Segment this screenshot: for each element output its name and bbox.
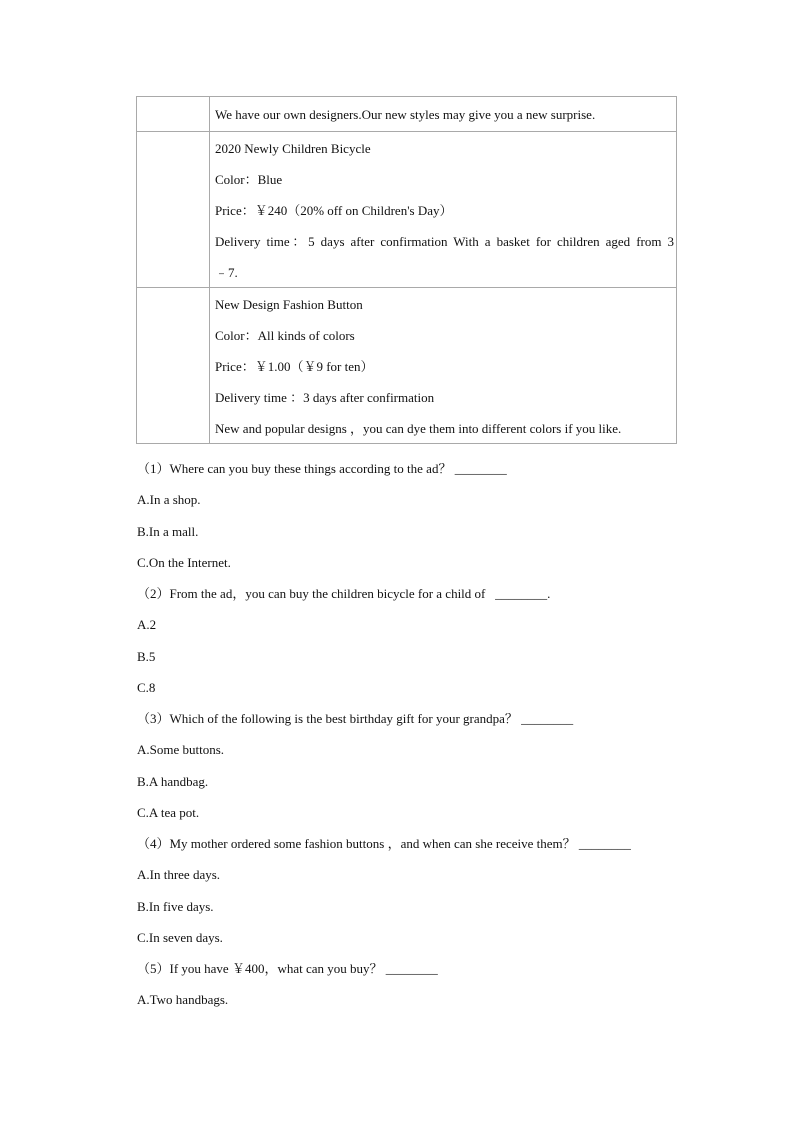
ad-image-cell [137,97,210,132]
ad-text-cell [210,132,677,288]
answer-option[interactable]: B.A handbag. [137,773,209,789]
question-stem: （3）Which of the following is the best birthday gift for your grandpa？ ________ [137,711,574,726]
bicycle-price: Price：￥240（20% off on Children's Day） [215,203,453,218]
answer-blank[interactable]: ________ [521,711,574,726]
answer-option[interactable]: A.Some buttons. [137,742,225,758]
ad-text-cell [210,288,677,444]
questions-list [137,455,697,1018]
question-stem: （4）My mother ordered some fashion buttons ，and when can she receive them？ ________ [137,836,631,851]
ad-image-cell [137,132,210,288]
ad-text-cell [210,97,677,132]
answer-blank[interactable]: ________. [495,586,551,601]
bicycle-delivery: Delivery time：5 days after confirmation With a basket for children aged from 3 [215,234,674,249]
button-delivery: Delivery time ：3 days after confirmation [215,390,435,405]
question-stem: （1）Where can you buy these things according to the ad？ ________ [137,461,507,476]
button-color: Color：All kinds of colors [215,328,355,343]
bicycle-color: Color：Blue [215,172,283,187]
button-note: New and popular designs ，you can dye them into different colors if you like. [215,421,622,436]
answer-option[interactable]: A.In a shop. [137,492,201,508]
answer-option[interactable]: C.A tea pot. [137,804,200,820]
question-stem: （5）If you have ￥400，what can you buy？ ________ [137,961,438,976]
ad-row-designers [137,97,677,132]
answer-blank[interactable]: ________ [385,961,438,976]
answer-option[interactable]: B.In a mall. [137,523,199,539]
question-stem: （2）From the ad，you can buy the children bicycle for a child of ________. [137,586,551,601]
bicycle-delivery-cont: ﹣7. [215,265,238,280]
answer-option[interactable]: A.Two handbags. [137,992,229,1008]
ad-image-cell [137,288,210,444]
answer-option[interactable]: C.On the Internet. [137,554,231,570]
answer-option[interactable]: A.2 [137,617,157,633]
button-title: New Design Fashion Button [215,297,363,312]
ad-row-bicycle [137,132,677,288]
button-price: Price：￥1.00（￥9 for ten） [215,359,374,374]
ad-row-button [137,288,677,444]
ad-designers-text: We have our own designers.Our new styles may give you a new surprise. [215,107,596,122]
answer-blank[interactable]: ________ [454,461,507,476]
answer-option[interactable]: C.8 [137,679,156,695]
ad-table [136,96,677,444]
answer-blank[interactable]: ________ [578,836,631,851]
answer-option[interactable]: C.In seven days. [137,929,223,945]
answer-option[interactable]: B.5 [137,648,156,664]
answer-option[interactable]: A.In three days. [137,867,221,883]
answer-option[interactable]: B.In five days. [137,898,214,914]
bicycle-title: 2020 Newly Children Bicycle [215,141,371,156]
